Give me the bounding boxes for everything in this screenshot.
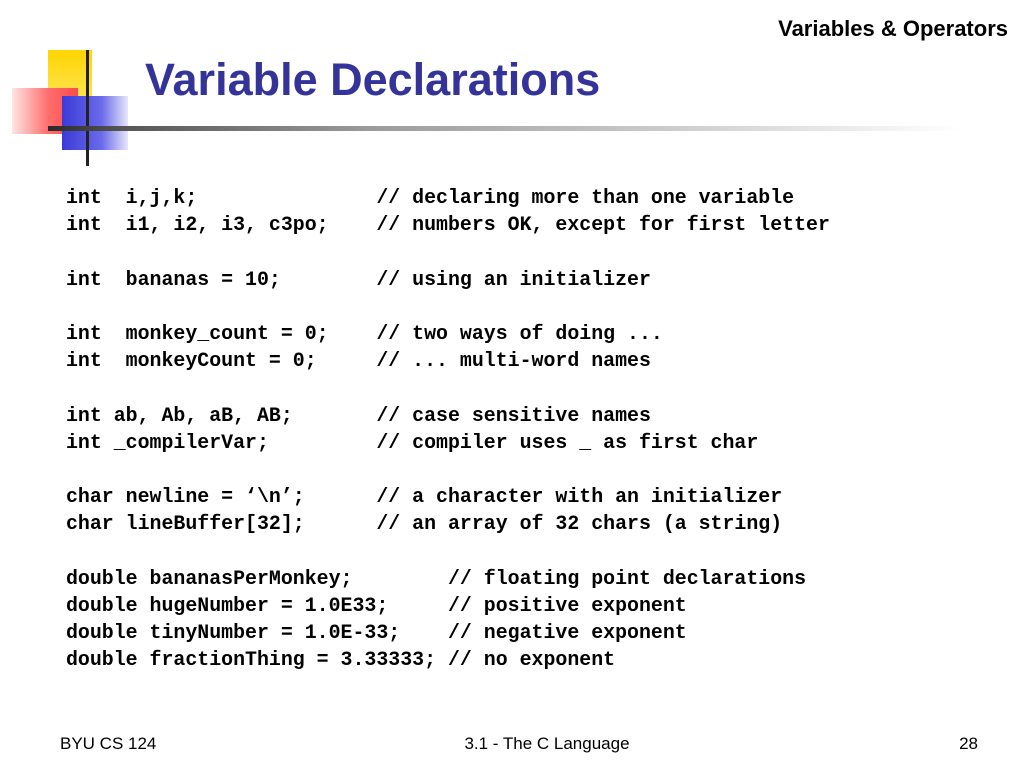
code-line: int bananas = 10; // using an initializer bbox=[66, 267, 651, 291]
slide-title: Variable Declarations bbox=[145, 54, 601, 105]
code-line: double bananasPerMonkey; // floating point declarations bbox=[66, 566, 807, 590]
section-title: Variables & Operators bbox=[778, 16, 1008, 41]
code-line: double fractionThing = 3.33333; // no exponent bbox=[66, 648, 616, 672]
code-line: int monkeyCount = 0; // ... multi-word names bbox=[66, 349, 651, 373]
footer-course: BYU CS 124 bbox=[60, 734, 157, 753]
code-line: int monkey_count = 0; // two ways of doing ... bbox=[66, 321, 663, 345]
code-line: double hugeNumber = 1.0E33; // positive exponent bbox=[66, 593, 687, 617]
code-line bbox=[66, 238, 1006, 265]
code-line: double tinyNumber = 1.0E-33; // negative exponent bbox=[66, 621, 687, 644]
code-line: char lineBuffer[32]; // an array of 32 chars (a string) bbox=[66, 512, 783, 536]
vertical-rule-decoration bbox=[86, 50, 89, 166]
code-line: int i,j,k; // declaring more than one variable bbox=[66, 186, 795, 209]
code-line: int i1, i2, i3, c3po; // numbers OK, except for first letter bbox=[66, 213, 830, 237]
code-line: int _compilerVar; // compiler uses _ as first char bbox=[66, 430, 759, 454]
footer-lecture-title: 3.1 - The C Language bbox=[464, 734, 630, 753]
code-block bbox=[66, 184, 1006, 673]
footer-page-number: 28 bbox=[959, 734, 978, 753]
blue-square-decoration bbox=[62, 96, 128, 150]
title-underline-rule bbox=[48, 126, 960, 131]
code-line bbox=[66, 537, 1006, 564]
code-line bbox=[66, 374, 1006, 401]
code-line: int ab, Ab, aB, AB; // case sensitive names bbox=[66, 403, 651, 427]
code-line: char newline = ‘\n’; // a character with an initializer bbox=[66, 485, 783, 509]
code-line bbox=[66, 456, 1006, 483]
code-line bbox=[66, 293, 1006, 320]
